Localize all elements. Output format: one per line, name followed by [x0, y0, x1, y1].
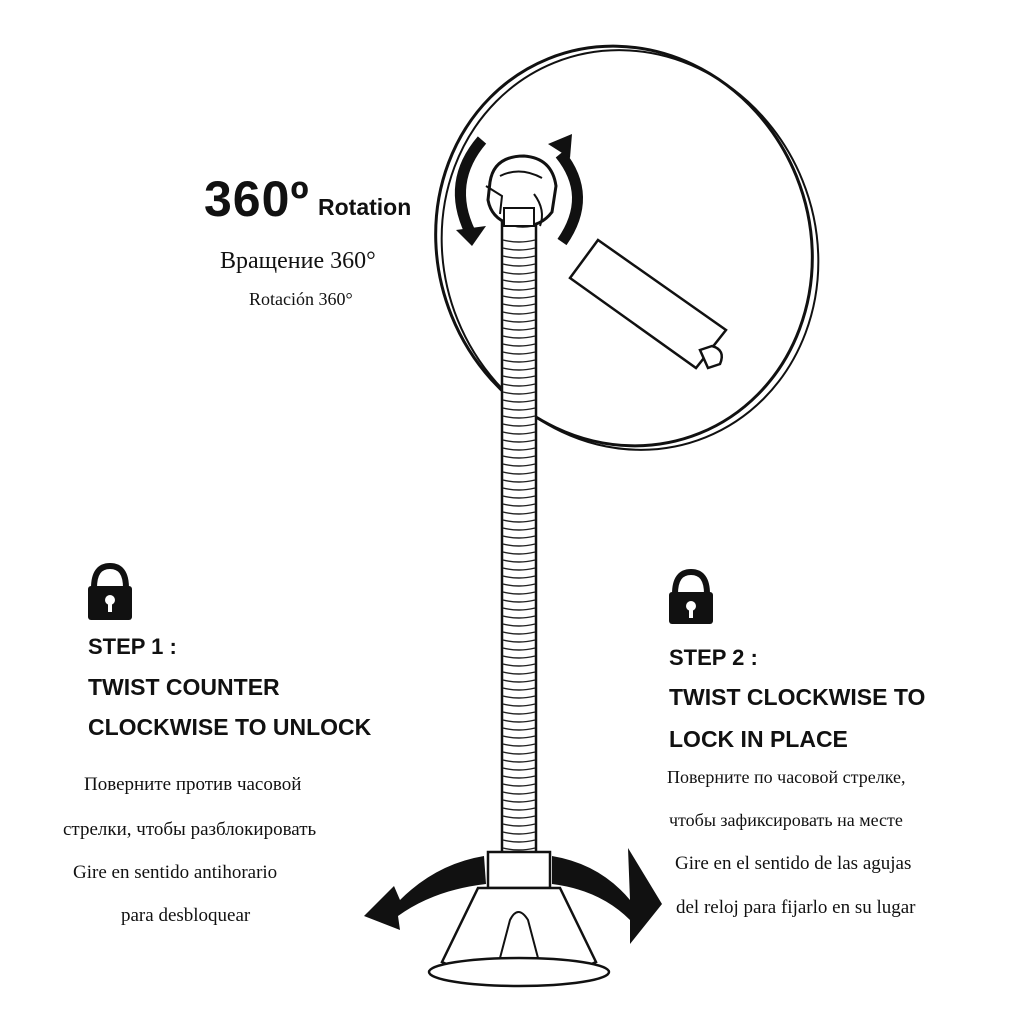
step-2-es-line-1: Gire en el sentido de las agujas	[675, 853, 912, 874]
lock-icon	[669, 572, 713, 624]
step-1-instruction-line-1: TWIST COUNTER	[88, 674, 280, 700]
step-1-es-line-2: para desbloquear	[121, 905, 251, 926]
mirror-disc	[376, 0, 878, 507]
step-1-instruction-line-2: CLOCKWISE TO UNLOCK	[88, 714, 372, 740]
step-1-ru-line-1: Поверните против часовой	[84, 774, 302, 795]
step-1-label: STEP 1 :	[88, 634, 177, 659]
step-2-label: STEP 2 :	[669, 645, 758, 670]
step-2-instruction-line-2: LOCK IN PLACE	[669, 726, 848, 752]
rotation-label-es: Rotación 360°	[249, 289, 353, 309]
step-1-es-line-1: Gire en sentido antihorario	[73, 862, 278, 883]
ball-joint	[486, 156, 556, 226]
step-2-instruction-line-1: TWIST CLOCKWISE TO	[669, 684, 926, 710]
gooseneck-arm	[502, 222, 536, 862]
rotation-degrees: 360º	[204, 171, 310, 227]
rotation-label-ru: Вращение 360°	[220, 248, 376, 274]
lock-icon	[88, 566, 132, 620]
step-2-ru-line-1: Поверните по часовой стрелке,	[667, 767, 906, 787]
step-1-ru-line-2: стрелки, чтобы разблокировать	[63, 819, 317, 840]
step-2-es-line-2: del reloj para fijarlo en su lugar	[676, 897, 916, 918]
step-2-ru-line-2: чтобы зафиксировать на месте	[669, 810, 903, 830]
rotation-label: Rotation	[318, 194, 412, 220]
